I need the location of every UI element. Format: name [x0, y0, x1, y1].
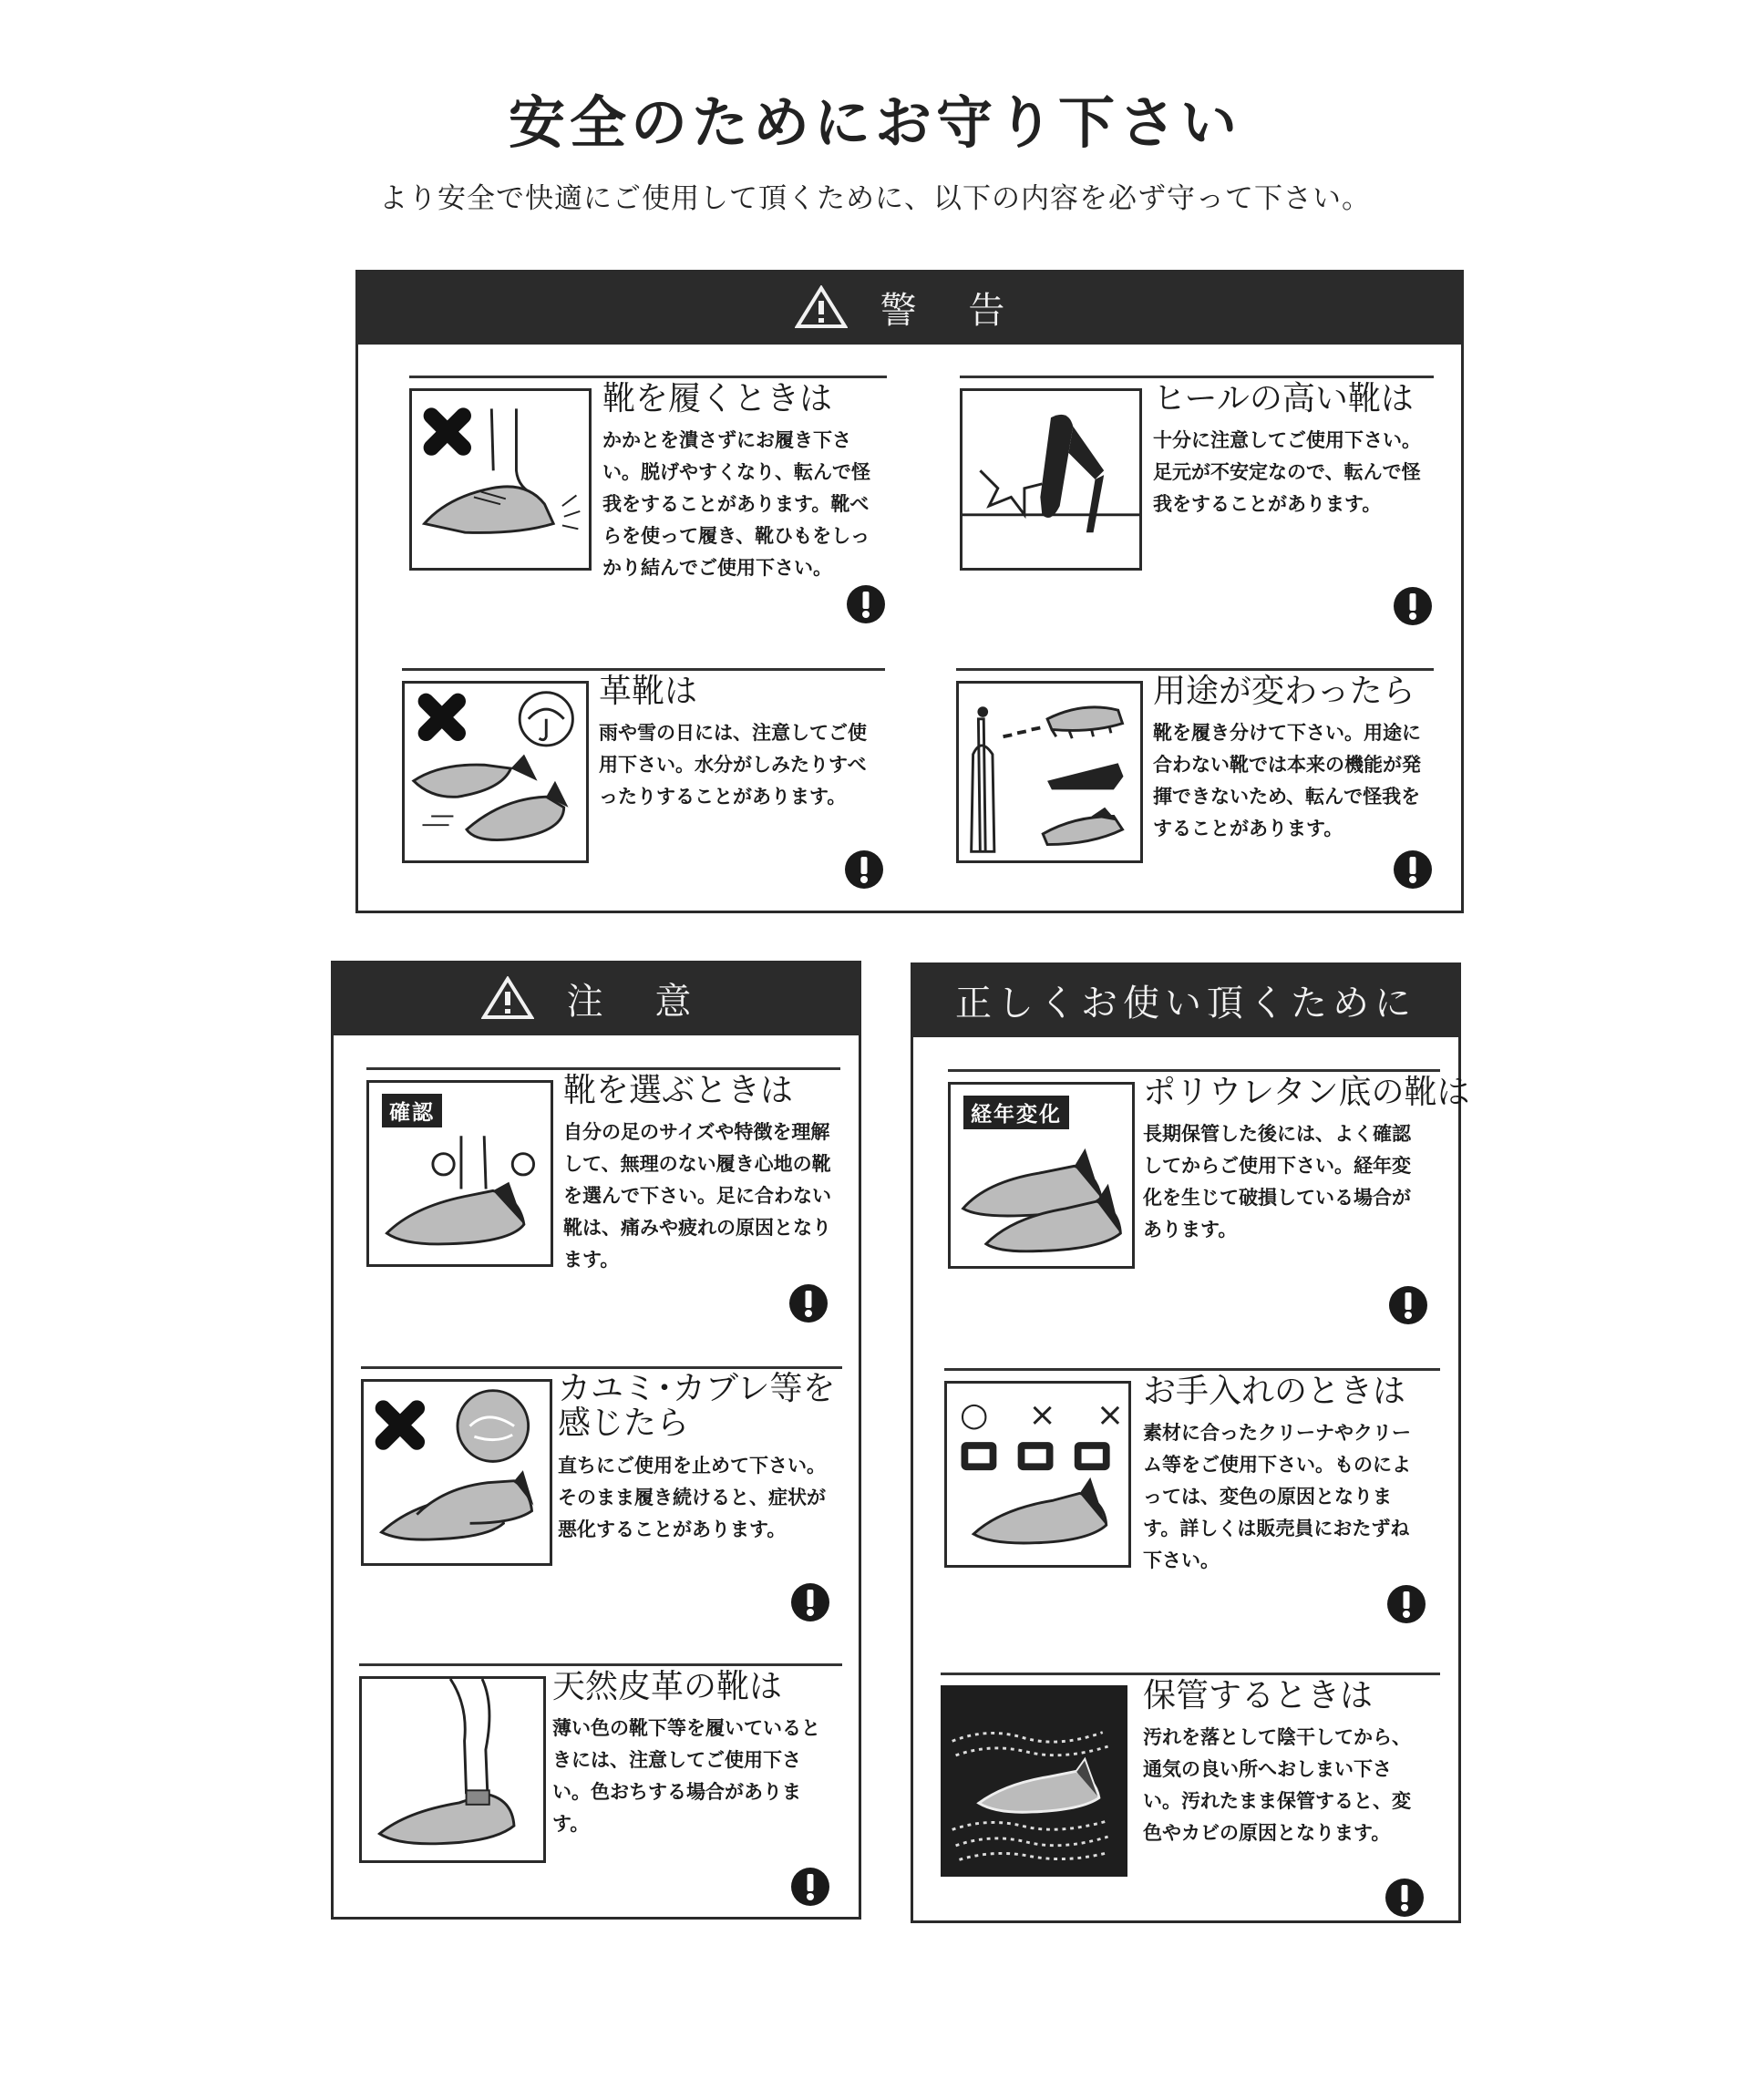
item-body: 薄い色の靴下等を履いているときには、注意してご使用下さい。色おちする場合があります。 — [552, 1717, 820, 1835]
exclamation-icon — [789, 1866, 831, 1908]
warning-triangle-icon — [795, 285, 848, 329]
item-heading: 天然皮革の靴は — [552, 1668, 783, 1705]
shoe-fit-icon — [369, 1083, 551, 1264]
exclamation-icon — [789, 1581, 831, 1623]
exclamation-icon — [1384, 1877, 1426, 1919]
divider — [944, 1368, 1440, 1371]
page-title: 安全のためにお守り下さい — [508, 89, 1241, 156]
caution-header-label: 注 意 — [566, 980, 712, 1023]
warning-item-high-heels — [960, 376, 1434, 626]
illustration-care — [944, 1381, 1131, 1568]
warning-item-purpose — [956, 668, 1434, 905]
illustration-itching — [361, 1379, 552, 1566]
item-heading: お手入れのときは — [1143, 1373, 1406, 1410]
proper-item-care — [944, 1368, 1440, 1632]
divider — [956, 668, 1434, 671]
item-heading: 革靴は — [599, 673, 698, 710]
illustration-storage — [941, 1685, 1127, 1877]
aging-tag: 経年変化 — [963, 1096, 1069, 1129]
exclamation-icon — [1392, 849, 1434, 890]
page-subtitle: より安全で快適にご使用して頂くために、以下の内容を必ず守って下さい。 — [379, 182, 1371, 215]
caution-section — [331, 961, 861, 1920]
skin-rash-icon — [364, 1382, 550, 1563]
illustration-polyurethane — [948, 1082, 1135, 1269]
exclamation-icon — [1387, 1284, 1429, 1326]
illustration-choosing-shoes — [366, 1080, 553, 1267]
item-heading: ヒールの高い靴は — [1153, 380, 1414, 417]
shoe-heel-crush-icon — [412, 391, 589, 568]
item-heading: 靴を履くときは — [602, 380, 833, 417]
divider — [948, 1069, 1440, 1072]
ng-symbol: × — [1096, 1396, 1124, 1434]
exclamation-icon — [788, 1282, 829, 1324]
airy-storage-icon — [943, 1688, 1125, 1874]
proper-item-storage — [941, 1673, 1440, 1919]
warning-header — [355, 270, 1464, 345]
exclamation-icon — [843, 849, 885, 890]
item-body: 素材に合ったクリーナやクリーム等をご使用下さい。ものによっては、変色の原因となります。詳しくは販売員におたずね下さい。 — [1143, 1422, 1411, 1571]
divider — [366, 1067, 840, 1070]
ok-symbol: ○ — [960, 1396, 989, 1434]
rain-slip-icon — [405, 684, 586, 860]
warning-header-label: 警 告 — [880, 289, 1025, 332]
warning-item-leather-shoes — [402, 668, 885, 905]
caution-header — [331, 961, 861, 1035]
item-heading: カユミ･カブレ等を 感じたら — [558, 1370, 836, 1442]
aged-shoe-icon — [951, 1085, 1132, 1266]
proper-use-section — [911, 962, 1470, 1923]
item-body: 汚れを落として陰干してから、通気の良い所へおしまい下さい。汚れたまま保管すると、変色やカビの原因となります。 — [1143, 1726, 1411, 1844]
divider — [409, 376, 887, 378]
shoe-types-icon — [959, 684, 1140, 860]
divider — [960, 376, 1434, 378]
item-body: 直ちにご使用を止めて下さい。そのまま履き続けると、症状が悪化することがあります。 — [558, 1455, 826, 1540]
item-heading: ポリウレタン底の靴は — [1143, 1074, 1470, 1111]
illustration-leather-rain — [402, 681, 589, 863]
item-heading: 靴を選ぶときは — [563, 1072, 794, 1109]
illustration-wear-shoe — [409, 388, 592, 571]
item-body: かかとを潰さずにお履き下さい。脱げやすくなり、転んで怪我をすることがあります。靴べらを使って履き、靴ひもをしっかり結んでご使用下さい。 — [602, 429, 870, 579]
exclamation-icon — [1392, 585, 1434, 627]
item-body: 十分に注意してご使用下さい。足元が不安定なので、転んで怪我をすることがあります。 — [1153, 429, 1421, 515]
warning-triangle-icon — [481, 976, 534, 1020]
caution-item-natural-leather — [359, 1663, 842, 1910]
confirm-tag: 確認 — [382, 1094, 442, 1127]
sock-color-transfer-icon — [362, 1679, 543, 1860]
warning-item-shoe-wearing — [409, 376, 887, 626]
caution-item-choosing-shoes — [366, 1067, 840, 1332]
proper-use-header — [911, 962, 1461, 1037]
exclamation-icon — [1385, 1583, 1427, 1625]
illustration-natural-leather — [359, 1676, 546, 1863]
illustration-shoe-purpose — [956, 681, 1143, 863]
item-heading: 保管するときは — [1143, 1677, 1374, 1714]
ng-symbol: × — [1028, 1396, 1056, 1434]
item-body: 自分の足のサイズや特徴を理解して、無理のない履き心地の靴を選んで下さい。足に合わない靴は、痛みや疲れの原因となります。 — [563, 1121, 831, 1271]
proper-item-polyurethane — [948, 1069, 1470, 1333]
caution-item-itching — [361, 1366, 842, 1631]
warning-section — [355, 270, 1464, 913]
exclamation-icon — [845, 583, 887, 625]
proper-use-header-label: 正しくお使い頂くために — [955, 982, 1416, 1024]
item-body: 雨や雪の日には、注意してご使用下さい。水分がしみたりすべったりすることがあります。 — [599, 722, 867, 808]
cleaner-cans-icon — [947, 1384, 1128, 1565]
item-body: 長期保管した後には、よく確認してからご使用下さい。経年変化を生じて破損している場合があります。 — [1143, 1123, 1411, 1240]
high-heel-slip-icon — [962, 391, 1139, 568]
divider — [361, 1366, 842, 1369]
item-body: 靴を履き分けて下さい。用途に合わない靴では本来の機能が発揮できないため、転んで怪我をすることがあります。 — [1153, 722, 1421, 839]
divider — [359, 1663, 842, 1666]
item-heading: 用途が変わったら — [1153, 673, 1415, 710]
divider — [402, 668, 885, 671]
divider — [941, 1673, 1440, 1675]
illustration-high-heel — [960, 388, 1142, 571]
